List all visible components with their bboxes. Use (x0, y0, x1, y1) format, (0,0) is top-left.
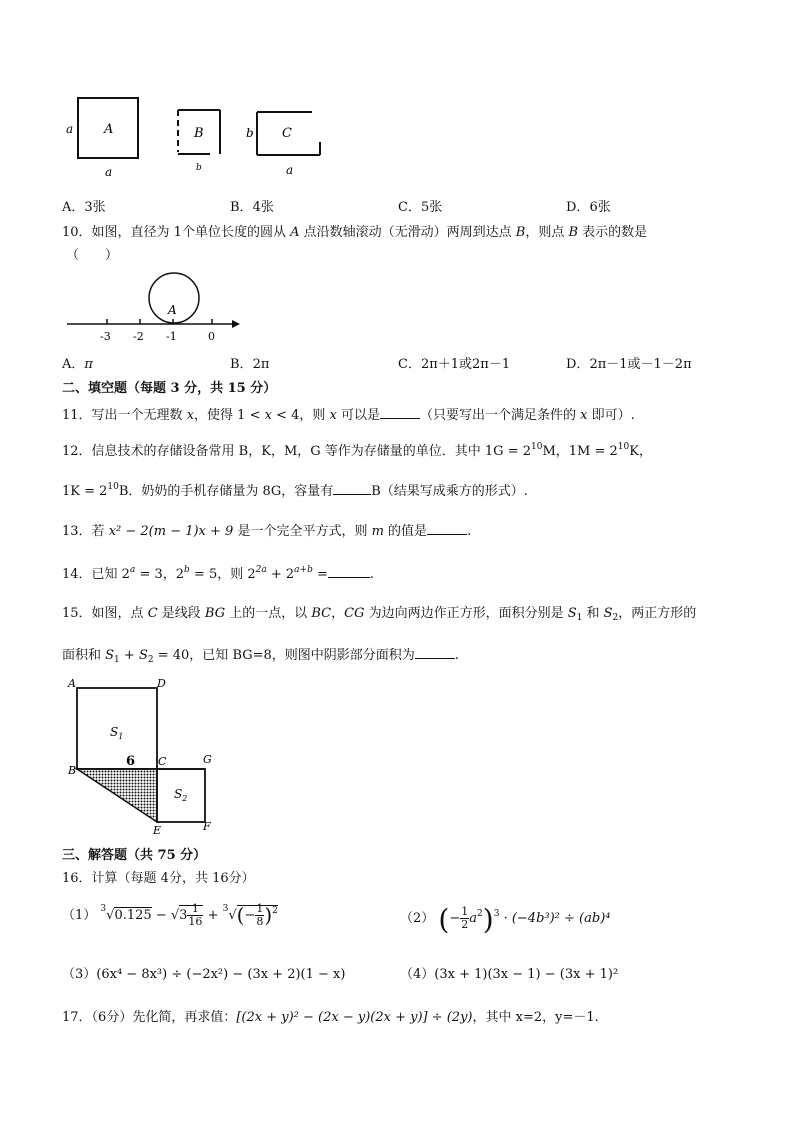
q16-part1: （1） $^3$√0.125 − √3 $\frac{1}{16}$ + $^3$√(− $\frac{1}{8}$ )$^2$ (62, 902, 278, 928)
q9-label-a-left: a (66, 122, 74, 136)
section-2-title: 二、填空题（每题 3 分，共 15 分） (62, 381, 277, 396)
q16-part2: （2） (− $\frac{1}{2}$ $a^2)^3 \cdot (-4b^3)^2 \div (ab)^4$ (400, 903, 611, 936)
q15-label-6: 6 (126, 754, 136, 769)
q15-squares-figure (62, 674, 230, 838)
section-3-title: 三、解答题（共 75 分） (62, 848, 207, 863)
q15-label-S1: $S_1$ (110, 725, 124, 741)
q10-circle-label: A (168, 303, 177, 317)
q15-label-E: E (153, 824, 162, 837)
q9-label-b-mark: b (196, 163, 202, 173)
q15-line2: 面积和 $S_1 + S_2 = 40$，已知 BG=8，则图中阴影部分面积为 . (62, 648, 459, 665)
q9-label-a-right: a (286, 163, 294, 177)
q9-option-c[interactable]: C．5张 (398, 200, 443, 215)
q9-label-A: A (104, 122, 114, 137)
q10-option-c[interactable]: C．2π＋1或2π－1 (398, 357, 511, 372)
q10-stem: 10．如图，直径为 1个单位长度的圆从 A 点沿数轴滚动（无滑动）两周到达点 B，则点 B 表示的数是 (62, 225, 648, 240)
q9-option-d[interactable]: D．6张 (566, 200, 611, 215)
q11: 11．写出一个无理数 x，使得 1 < x < 4，则 x 可以是 （只要写出一个满足条件的 x 即可）. (62, 408, 635, 423)
q15-label-S2: $S_2$ (174, 787, 188, 803)
q15-label-F: F (203, 820, 211, 833)
q14: 14．已知 $2^a = 3$，$2^b = 5$，则 $2^{2a} + 2^{a+b}$ = . (62, 565, 375, 582)
q14-answer-blank[interactable] (328, 565, 370, 578)
q10-tick--3: -3 (100, 330, 111, 343)
q17: 17．（6分）先化简，再求值：[(2x + y)² − (2x − y)(2x + y)] ÷ (2y)，其中 x=2，y=－1. (62, 1010, 599, 1025)
q9-figure (60, 92, 330, 180)
q9-label-a-bottom: a (105, 165, 113, 179)
q10-tick-0: 0 (208, 330, 215, 343)
q9-label-b: b (246, 126, 254, 140)
q9-label-B: B (194, 126, 204, 141)
q12-line2: $1K = 2^{10}B$．奶奶的手机存储量为 8G，容量有 B（结果写成乘方的形式）. (62, 482, 528, 499)
q10-option-d[interactable]: D．2π－1或－1－2π (566, 357, 692, 372)
q10-answer-paren: （ ） (66, 248, 119, 263)
q9-option-a[interactable]: A．3张 (62, 200, 106, 215)
q16-part3: （3）(6x⁴ − 8x³) ÷ (−2x²) − (3x + 2)(1 − x) (62, 967, 346, 982)
q16-part4: （4）(3x + 1)(3x − 1) − (3x + 1)² (400, 967, 619, 982)
q15-label-A: A (68, 677, 76, 690)
q12-line1: 12．信息技术的存储设备常用 B，K，M，G 等作为存储量的单位．其中 $1G = 2^{10}M$，$1M = 2^{10}K$， (62, 442, 652, 459)
q10-tick--2: -2 (133, 330, 144, 343)
q15-label-B: B (68, 764, 77, 777)
q16-title: 16．计算（每题 4分，共 16分） (62, 871, 255, 886)
q10-option-a[interactable]: A．π (62, 357, 93, 372)
q10-option-b[interactable]: B．2π (230, 357, 270, 372)
q9-option-b[interactable]: B．4张 (230, 200, 274, 215)
q13: 13．若 x² − 2(m − 1)x + 9 是一个完全平方式，则 m 的值是 . (62, 524, 472, 539)
q15-label-D: D (157, 677, 166, 690)
q15-answer-blank[interactable] (415, 646, 455, 659)
q10-tick--1: -1 (166, 330, 177, 343)
q13-answer-blank[interactable] (427, 522, 467, 535)
q11-answer-blank[interactable] (380, 406, 420, 419)
q15-label-G: G (203, 753, 212, 766)
q15-line1: 15．如图，点 C 是线段 BG 上的一点，以 BC，CG 为边向两边作正方形，面积分别是 $S_1$ 和 $S_2$，两正方形的 (62, 606, 697, 623)
q12-answer-blank[interactable] (333, 482, 371, 495)
q15-label-C: C (158, 755, 167, 768)
q10-number-line-figure (62, 270, 252, 345)
q9-label-C: C (282, 126, 292, 141)
